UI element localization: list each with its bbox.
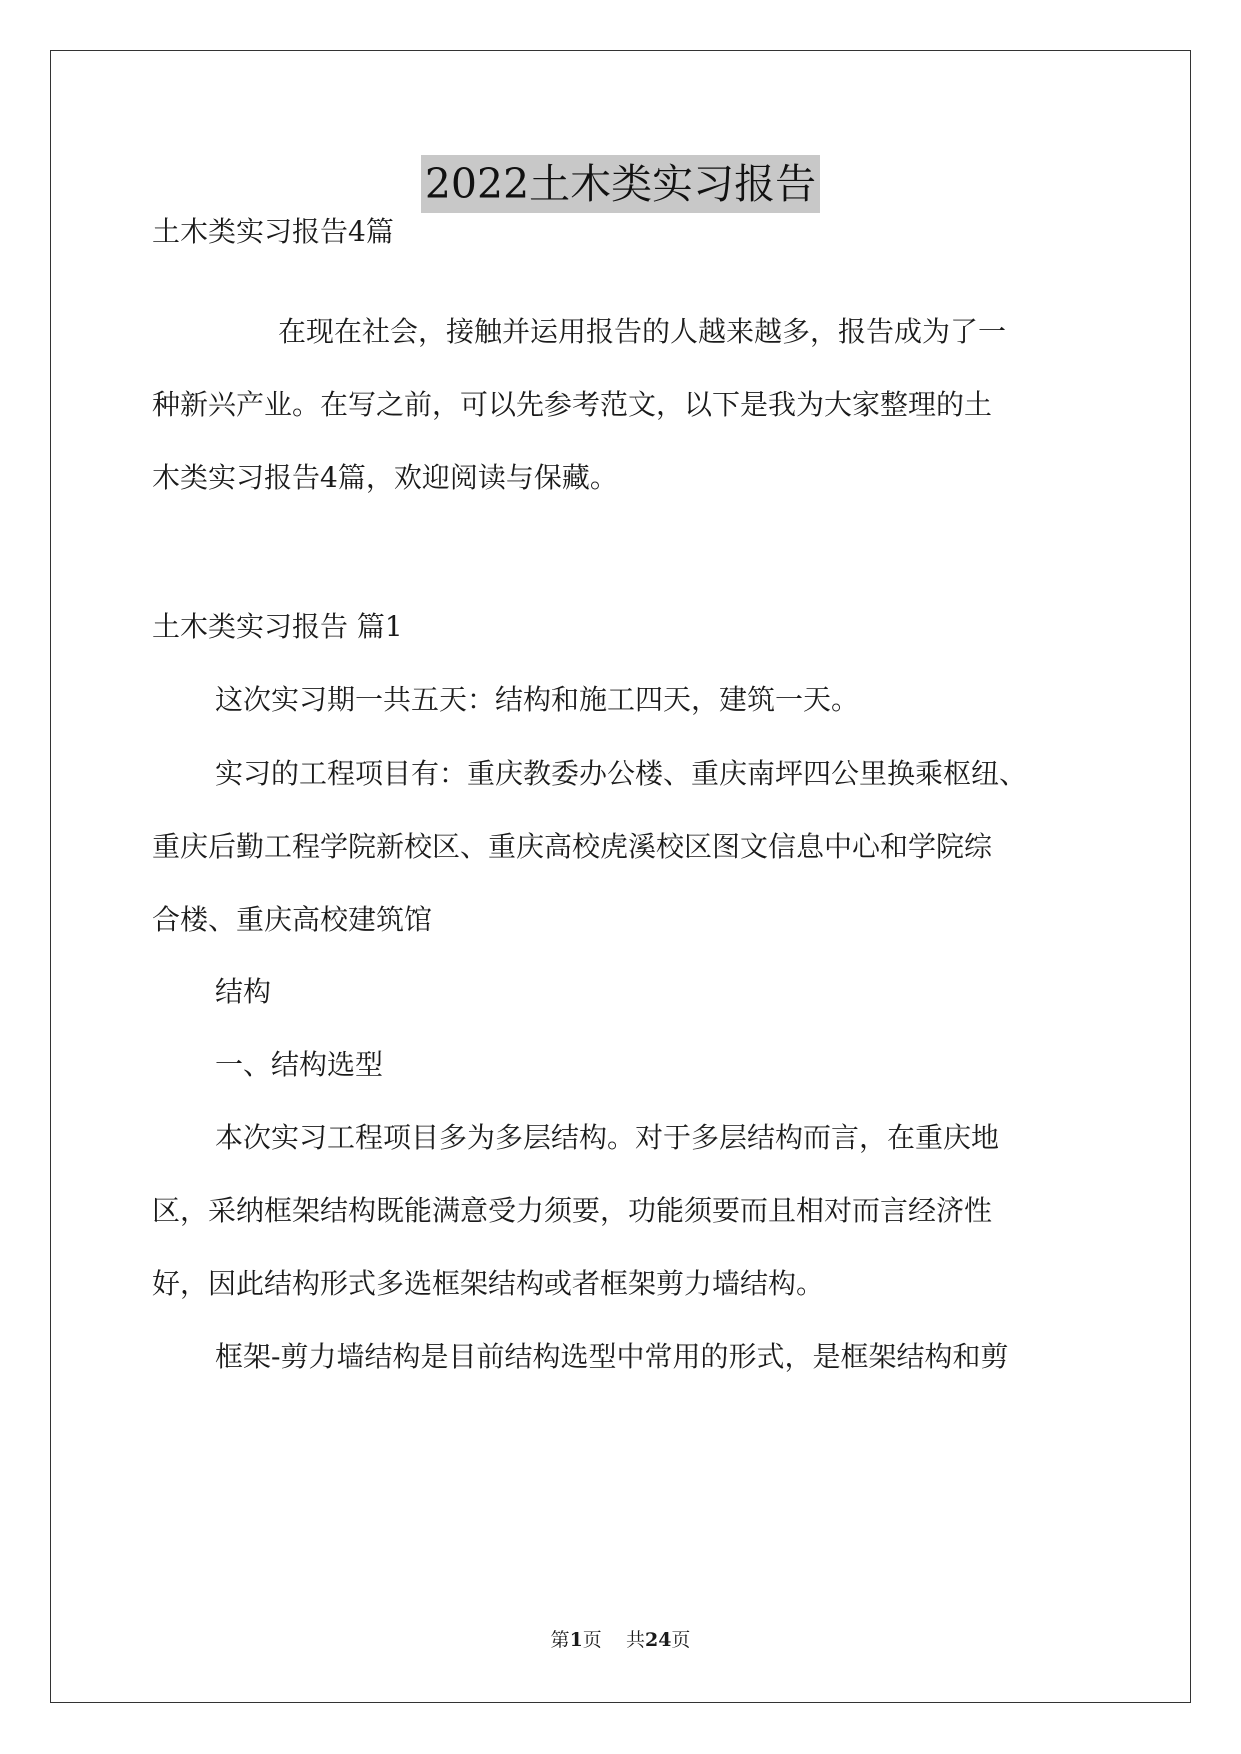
paragraph-3-line-1: 本次实习工程项目多为多层结构。对于多层结构而言，在重庆地 [215,1121,1000,1154]
paragraph-2-line-1: 实习的工程项目有：重庆教委办公楼、重庆南坪四公里换乘枢纽、 [215,757,1028,790]
page-border [50,50,1191,1703]
paragraph-1: 这次实习期一共五天：结构和施工四天，建筑一天。 [215,683,860,716]
paragraph-2-line-3: 合楼、重庆高校建筑馆 [152,903,433,936]
intro-line-2: 种新兴产业。在写之前，可以先参考范文，以下是我为大家整理的土 [152,388,993,421]
footer-page-prefix: 第 [550,1629,570,1651]
page-footer [0,1627,1241,1653]
intro-line-3: 木类实习报告4篇，欢迎阅读与保藏。 [152,461,618,494]
paragraph-3-line-2: 区，采纳框架结构既能满意受力须要，功能须要而且相对而言经济性 [152,1194,993,1227]
intro-line-1: 在现在社会，接触并运用报告的人越来越多，报告成为了一 [278,315,1007,348]
footer-page-number: 1 [569,1629,583,1651]
paragraph-4-line-1: 框架-剪力墙结构是目前结构选型中常用的形式，是框架结构和剪 [215,1340,1009,1373]
footer-page-total: 24 [644,1629,672,1651]
title-container [0,155,1241,213]
heading-structure-selection: 一、结构选型 [215,1048,384,1081]
document-title: 2022土木类实习报告 [421,155,820,213]
paragraph-2-line-2: 重庆后勤工程学院新校区、重庆高校虎溪校区图文信息中心和学院综 [152,830,993,863]
heading-structure: 结构 [215,975,272,1008]
section-heading: 土木类实习报告 篇1 [152,610,403,643]
subtitle: 土木类实习报告4篇 [152,215,394,248]
footer-page-suffix: 页 [671,1629,691,1651]
paragraph-3-line-3: 好，因此结构形式多选框架结构或者框架剪力墙结构。 [152,1267,825,1300]
footer-page-mid: 页 共 [582,1629,645,1651]
